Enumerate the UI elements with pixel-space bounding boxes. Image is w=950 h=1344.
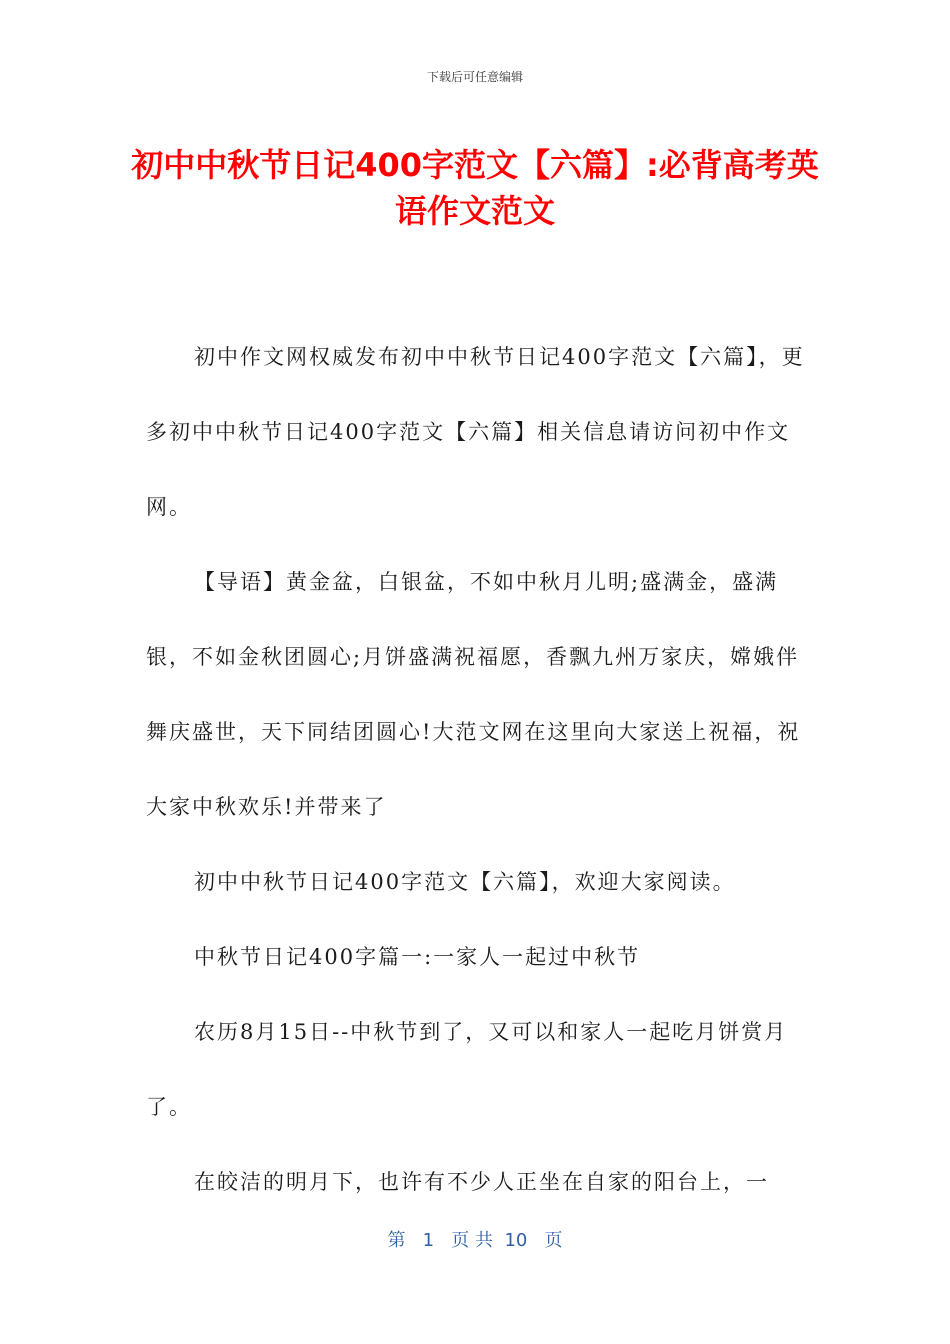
paragraph-heading-one: 中秋节日记400字篇一:一家人一起过中秋节 — [194, 945, 641, 969]
document-body — [146, 320, 816, 1220]
page-end: 页 — [544, 1230, 563, 1251]
paragraph-text: 农历8月15日--中秋节到了，又可以和家人一起吃月饼赏月了。 — [146, 1020, 788, 1119]
page-mid: 页 共 — [451, 1230, 493, 1251]
paragraph-intro: 初中作文网权威发布初中中秋节日记400字范文【六篇】，更多初中中秋节日记400字范文【六篇】相关信息请访问初中作文网。 — [146, 345, 805, 519]
paragraph-welcome: 初中中秋节日记400字范文【六篇】，欢迎大家阅读。 — [194, 870, 736, 894]
paragraph-lead: 【导语】黄金盆，白银盆，不如中秋月儿明;盛满金，盛满银，不如金秋团圆心;月饼盛满祝福愿，香飘九州万家庆，嫦娥伴舞庆盛世，天下同结团圆心!大范文网在这里向大家送上祝福，祝大家中秋欢乐!并带来了 — [146, 570, 801, 819]
paragraph-text: 在皎洁的明月下，也许有不少人正坐在自家的阳台上，一 — [194, 1170, 769, 1194]
page-label: 第 — [387, 1230, 406, 1251]
header-note: 下载后可任意编辑 — [426, 70, 523, 84]
document-title: 初中中秋节日记400字范文【六篇】:必背高考英语作文范文 — [131, 146, 819, 230]
total-pages: 10 — [504, 1230, 528, 1251]
page-number: 1 — [422, 1230, 435, 1251]
page-footer — [0, 1226, 950, 1252]
